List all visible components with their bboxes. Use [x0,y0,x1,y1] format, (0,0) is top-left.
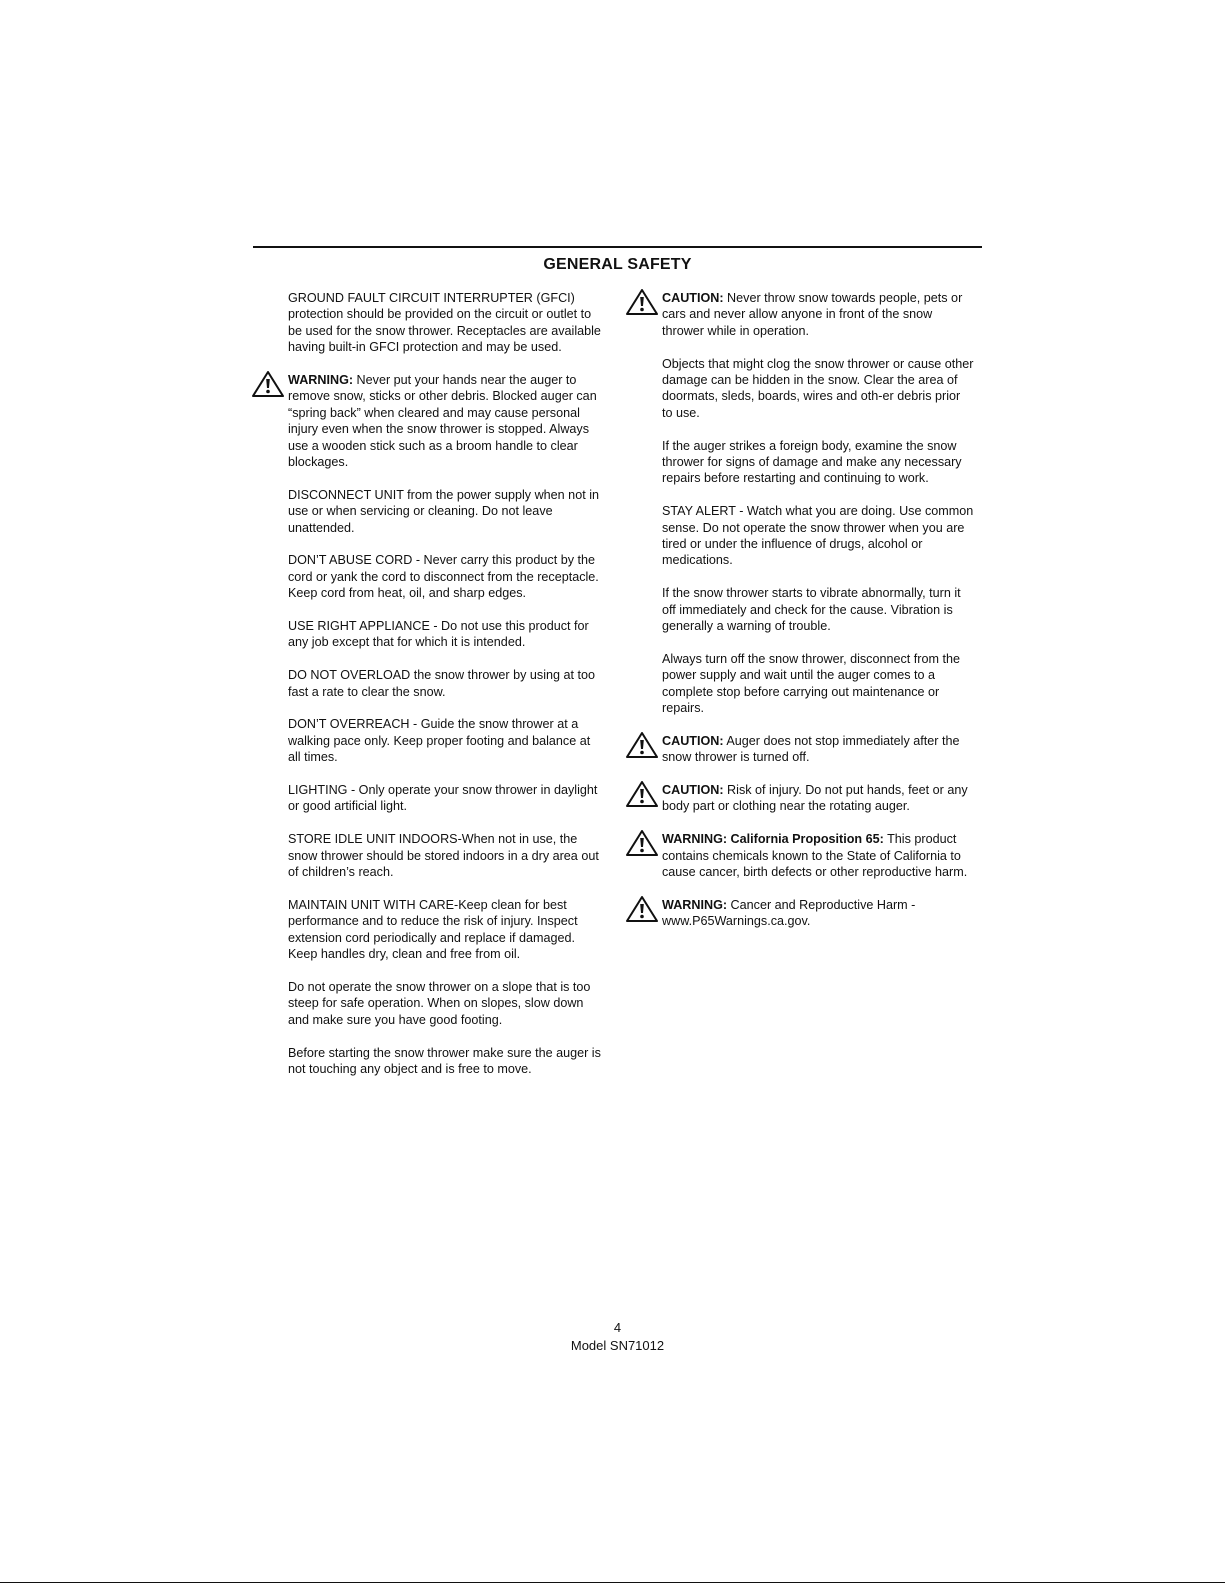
safety-paragraph [288,782,606,815]
warning-triangle-icon [251,370,285,400]
safety-warning-paragraph [662,290,974,339]
safety-paragraph [288,897,606,963]
safety-warning-paragraph [662,782,974,815]
paragraph-text: DISCONNECT UNIT from the power supply when not in use or when servicing or cleaning. Do not leave unattended. [288,487,599,535]
safety-paragraph [288,831,606,880]
safety-paragraph [662,585,974,634]
safety-warning-paragraph [662,733,974,766]
paragraph-text: Never put your hands near the auger to remove snow, sticks or other debris. Blocked auger can “spring back” when cleared and may cause personal injury even when the snow thrower is stopped. Always use a wooden stick such as a broom handle to clear blockages. [288,373,597,470]
warning-triangle-icon [625,829,659,859]
paragraph-text: Never throw snow towards people, pets or cars and never allow anyone in front of the snow thrower while in operation. [662,291,963,338]
safety-paragraph [662,503,974,569]
safety-paragraph [288,552,606,601]
warning-triangle-icon [625,780,659,810]
paragraph-text: DO NOT OVERLOAD the snow thrower by using at too fast a rate to clear the snow. [288,668,596,699]
warning-triangle-icon [625,895,659,925]
paragraph-text: This product contains chemicals known to the State of California to cause cancer, birth defects or other reproductive harm. [662,832,968,880]
safety-warning-paragraph [662,897,974,930]
page-number: 4 [613,1320,622,1335]
safety-paragraph [288,979,606,1028]
safety-paragraph [288,716,606,765]
paragraph-text: DON’T ABUSE CORD - Never carry this product by the cord or yank the cord to disconnect from the receptacle. Keep cord from heat, oil, and sharp edges. [288,553,599,601]
paragraph-lead: CAUTION: [662,733,724,748]
safety-paragraph [288,618,606,651]
warning-triangle-icon [625,288,659,318]
left-column [288,290,606,1094]
paragraph-text: If the auger strikes a foreign body, examine the snow thrower for signs of damage and make any necessary repairs before restarting and continuing to work. [662,438,962,486]
safety-paragraph [288,1045,606,1078]
paragraph-text: If the snow thrower starts to vibrate abnormally, turn it off immediately and check for the cause. Vibration is generally a warning of trouble. [662,586,961,634]
paragraph-lead: CAUTION: [662,783,724,798]
warning-triangle-icon [625,731,659,761]
paragraph-lead: CAUTION: [662,291,724,305]
safety-paragraph [662,438,974,487]
paragraph-text: Before starting the snow thrower make sure the auger is not touching any object and is free to move. [288,1045,601,1076]
paragraph-lead: WARNING: California Proposition 65: [662,832,884,847]
paragraph-lead: WARNING: [288,373,354,388]
paragraph-text: STAY ALERT - Watch what you are doing. Use common sense. Do not operate the snow thrower when you are tired or under the influence of drugs, alcohol or medications. [662,504,974,568]
page-title: GENERAL SAFETY [543,256,692,273]
paragraph-text: GROUND FAULT CIRCUIT INTERRUPTER (GFCI) protection should be provided on the circuit or outlet to be used for the snow thrower. Receptacles are available having built-in GFCI protection and may be used. [288,291,601,355]
safety-paragraph [662,356,974,422]
bottom-edge-line [0,1582,1225,1583]
paragraph-text: Always turn off the snow thrower, disconnect from the power supply and wait until the auger comes to a complete stop before carrying out maintenance or repairs. [662,651,960,716]
paragraph-text: MAINTAIN UNIT WITH CARE-Keep clean for best performance and to reduce the risk of injury. Inspect extension cord periodically and replace if damaged. Keep handles dry, clean and free from oil. [288,897,578,962]
safety-warning-paragraph [662,831,974,880]
safety-warning-paragraph [288,372,606,470]
model-number: Model SN71012 [570,1338,665,1353]
safety-paragraph [288,290,606,356]
paragraph-lead: WARNING: [662,897,728,912]
safety-paragraph [662,651,974,717]
paragraph-text: Risk of injury. Do not put hands, feet or any body part or clothing near the rotating auger. [662,783,968,814]
paragraph-text: Objects that might clog the snow thrower or cause other damage can be hidden in the snow. Clear the area of doormats, sleds, boards, wires and oth-er debris prior to use. [662,356,974,420]
paragraph-text: DON’T OVERREACH - Guide the snow thrower at a walking pace only. Keep proper footing and balance at all times. [288,717,591,765]
paragraph-text: Do not operate the snow thrower on a slope that is too steep for safe operation. When on slopes, slow down and make sure you have good footing. [288,979,591,1027]
paragraph-text: LIGHTING - Only operate your snow thrower in daylight or good artificial light. [288,783,598,814]
right-column [662,290,974,946]
paragraph-text: STORE IDLE UNIT INDOORS-When not in use, the snow thrower should be stored indoors in a dry area out of children’s reach. [288,832,599,880]
paragraph-text: Auger does not stop immediately after the snow thrower is turned off. [662,733,960,765]
header-rule [253,246,982,248]
safety-paragraph [288,487,606,536]
paragraph-text: Cancer and Reproductive Harm - www.P65Warnings.ca.gov. [662,897,916,929]
safety-paragraph [288,667,606,700]
paragraph-text: USE RIGHT APPLIANCE - Do not use this product for any job except that for which it is intended. [288,619,589,650]
